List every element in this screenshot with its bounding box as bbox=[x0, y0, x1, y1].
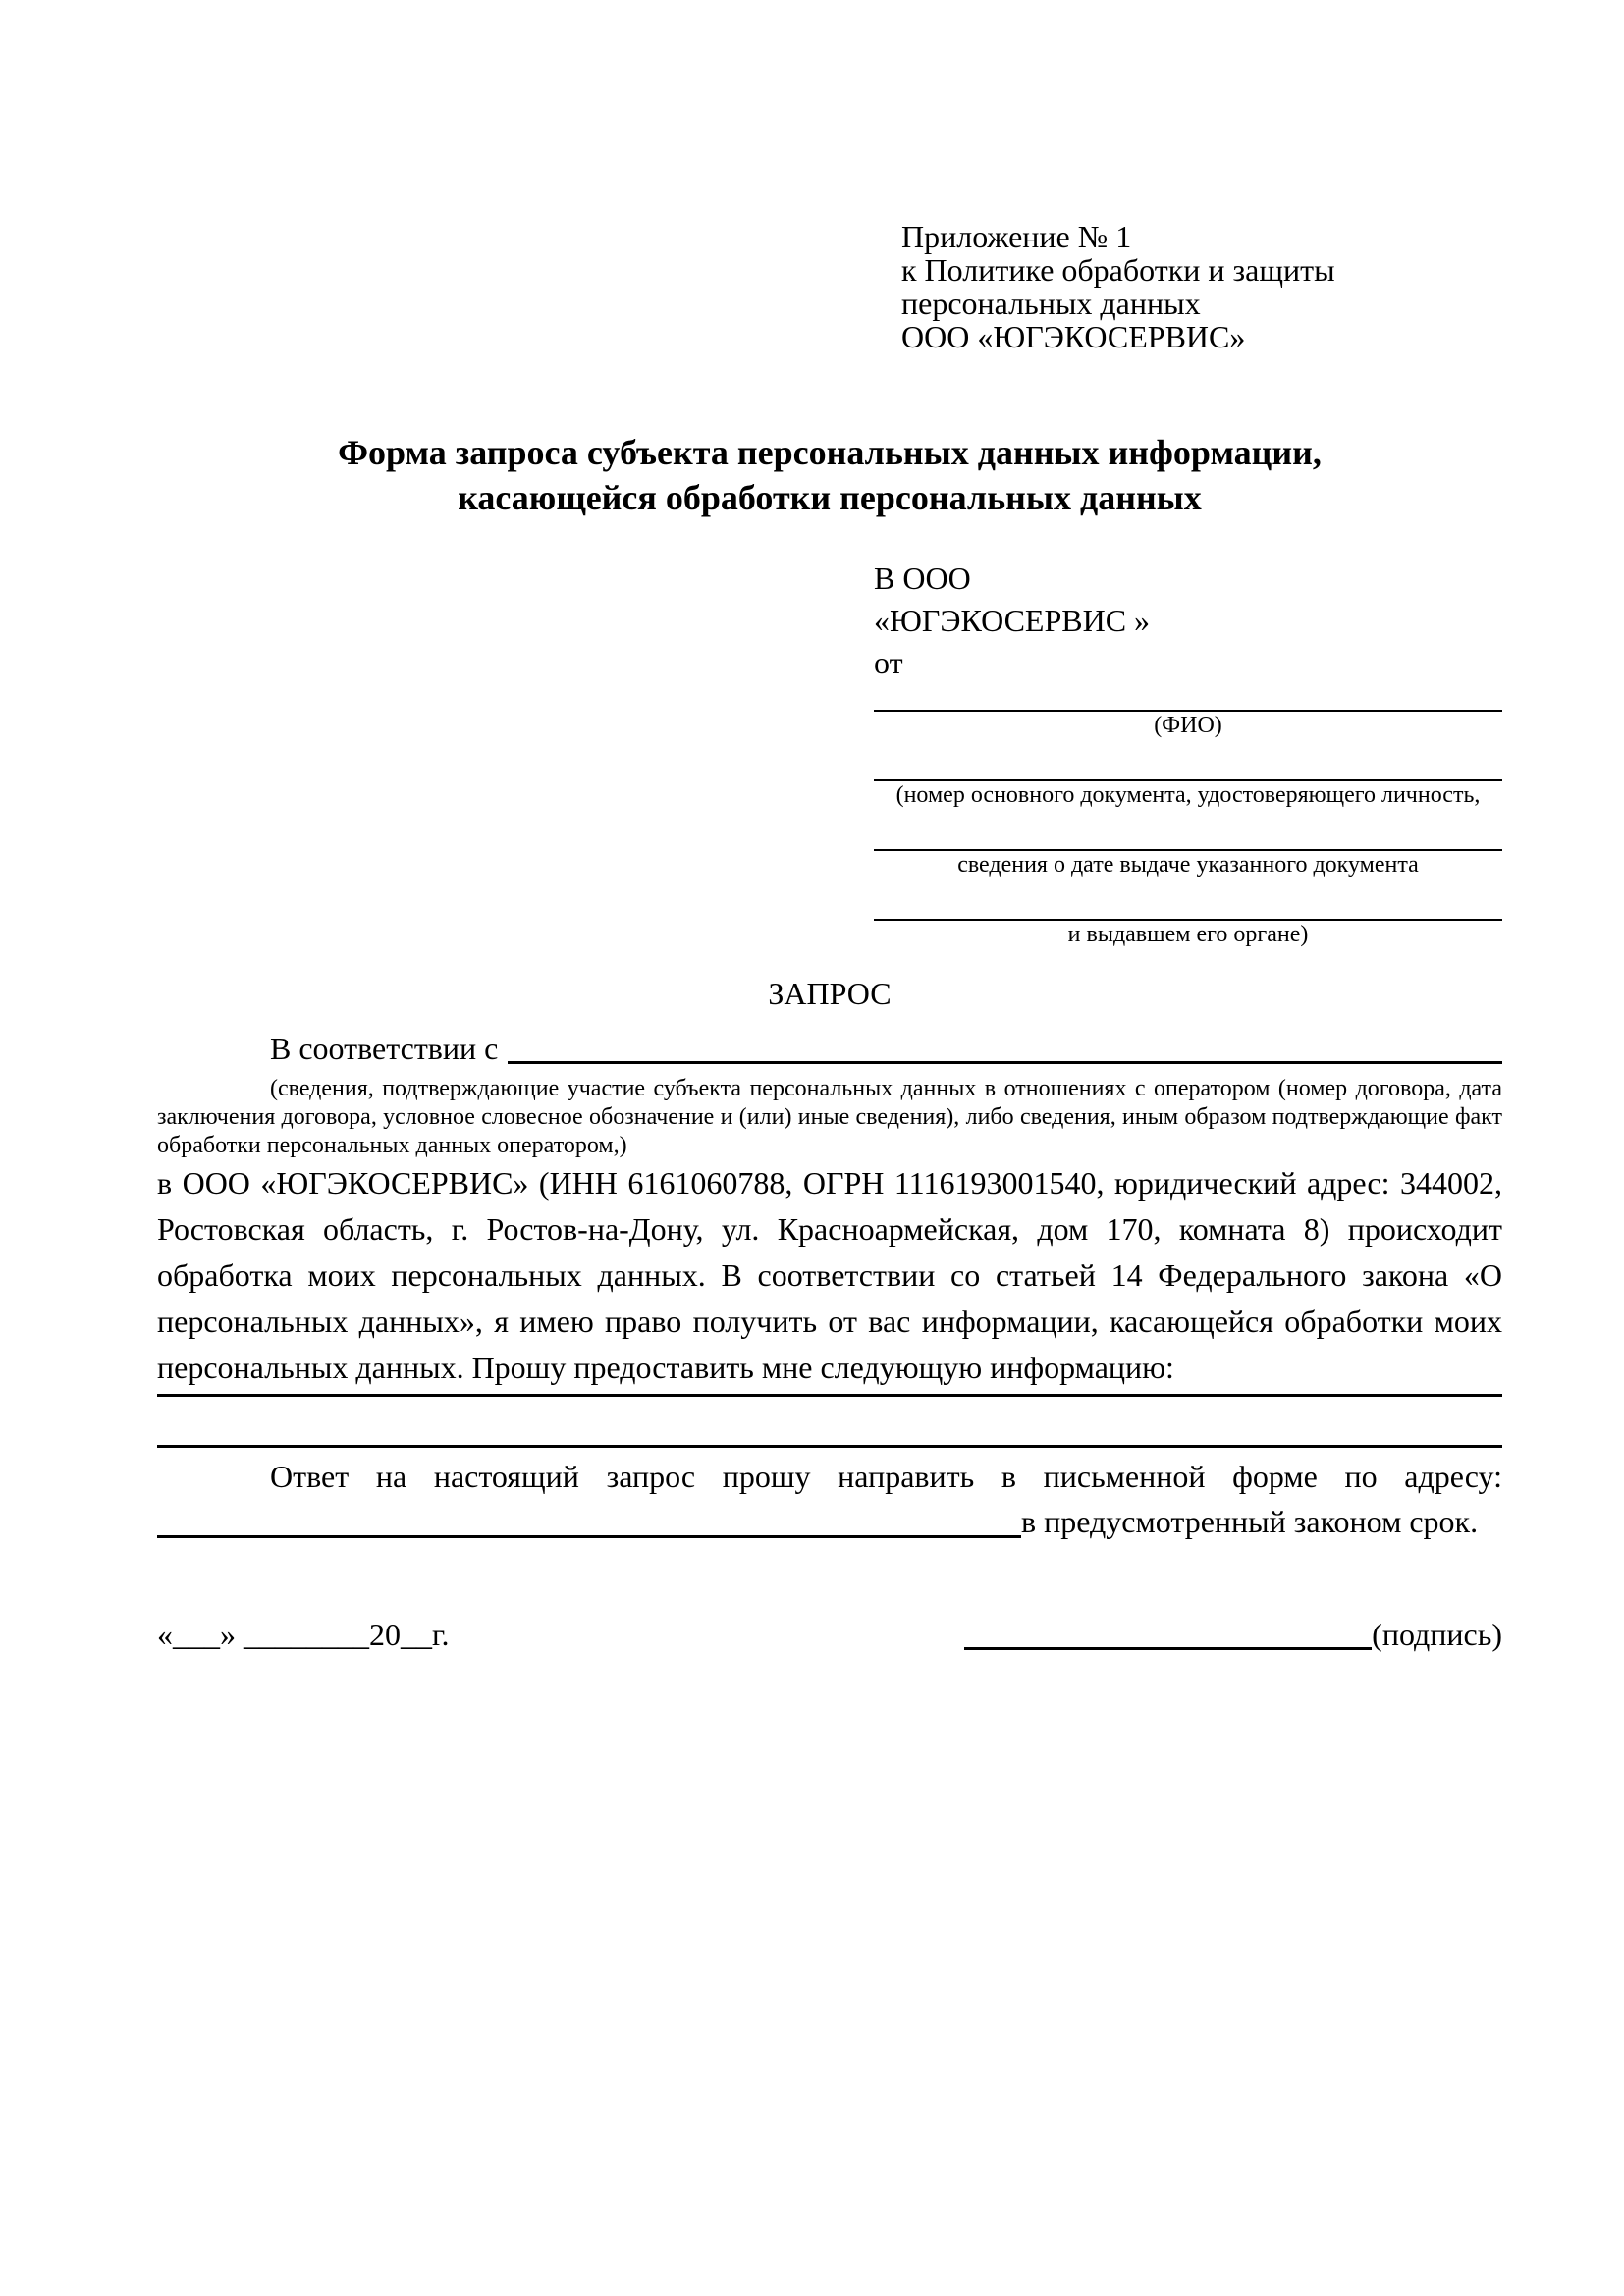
appendix-block bbox=[901, 220, 1502, 353]
accordance-note: (сведения, подтверждающие участие субъекта персональных данных в отношениях с оператором (номер договора, дата заключения договора, условное словесное обозначение и (или) иные сведения), либо сведения, иным образом подтверждающие факт обработки персональных данных оператором,) bbox=[157, 1076, 1502, 1158]
addressee-block bbox=[874, 558, 1502, 949]
addressee-org-line-2: «ЮГЭКОСЕРВИС » bbox=[874, 603, 1151, 638]
issuing-authority-blank-line bbox=[874, 893, 1502, 921]
fio-blank-line bbox=[874, 684, 1502, 712]
appendix-line-4: ООО «ЮГЭКОСЕРВИС» bbox=[901, 319, 1246, 354]
accordance-row bbox=[157, 1026, 1502, 1071]
issue-date-caption: сведения о дате выдаче указанного документа bbox=[957, 852, 1419, 878]
signature-blank-line bbox=[964, 1647, 1372, 1650]
fio-caption: (ФИО) bbox=[1154, 713, 1222, 738]
appendix-line-3: персональных данных bbox=[901, 286, 1201, 321]
issue-date-blank-line bbox=[874, 824, 1502, 851]
document-number-field bbox=[874, 754, 1502, 810]
reply-address-row bbox=[157, 1499, 1502, 1545]
fio-field bbox=[874, 684, 1502, 740]
signature-area bbox=[964, 1612, 1502, 1657]
information-blank-line-2 bbox=[157, 1397, 1502, 1448]
accordance-prefix: В соответствии с bbox=[270, 1031, 499, 1066]
appendix-line-1: Приложение № 1 bbox=[901, 219, 1132, 254]
addressee-from-label: от bbox=[874, 645, 903, 680]
signature-caption: (подпись) bbox=[1372, 1617, 1502, 1652]
issuing-authority-caption: и выдавшем его органе) bbox=[1067, 922, 1309, 947]
issue-date-field bbox=[874, 824, 1502, 880]
address-blank-line bbox=[157, 1499, 1021, 1538]
date-template: «___» ________20__г. bbox=[157, 1617, 450, 1652]
document-number-blank-line bbox=[874, 754, 1502, 781]
issuing-authority-field bbox=[874, 893, 1502, 949]
addressee-org-line-1: В ООО bbox=[874, 561, 971, 596]
reply-suffix: в предусмотренный законом срок. bbox=[1021, 1504, 1479, 1539]
accordance-blank-line bbox=[508, 1026, 1502, 1064]
reply-sentence: Ответ на настоящий запрос прошу направить в письменной форме по адресу: bbox=[270, 1459, 1502, 1494]
document-number-caption: (номер основного документа, удостоверяющего личность, bbox=[895, 782, 1481, 808]
document-title bbox=[157, 430, 1502, 520]
title-line-2: касающейся обработки персональных данных bbox=[458, 478, 1202, 517]
body-paragraph: в ООО «ЮГЭКОСЕРВИС» (ИНН 6161060788, ОГРН 1116193001540, юридический адрес: 344002, Ростовская область, г. Ростов-на-Дону, ул. Красноармейская, дом 170, комната 8) происходит обработка моих персональных данных. В соответствии со статьей 14 Федерального закона «О персональных данных», я имею право получить от вас информации, касающейся обработки моих персональных данных. Прошу предоставить мне следующую информацию: bbox=[157, 1165, 1502, 1385]
appendix-line-2: к Политике обработки и защиты bbox=[901, 252, 1335, 288]
date-signature-row bbox=[157, 1612, 1502, 1657]
request-heading: ЗАПРОС bbox=[768, 976, 892, 1011]
title-line-1: Форма запроса субъекта персональных данных информации, bbox=[338, 433, 1322, 472]
